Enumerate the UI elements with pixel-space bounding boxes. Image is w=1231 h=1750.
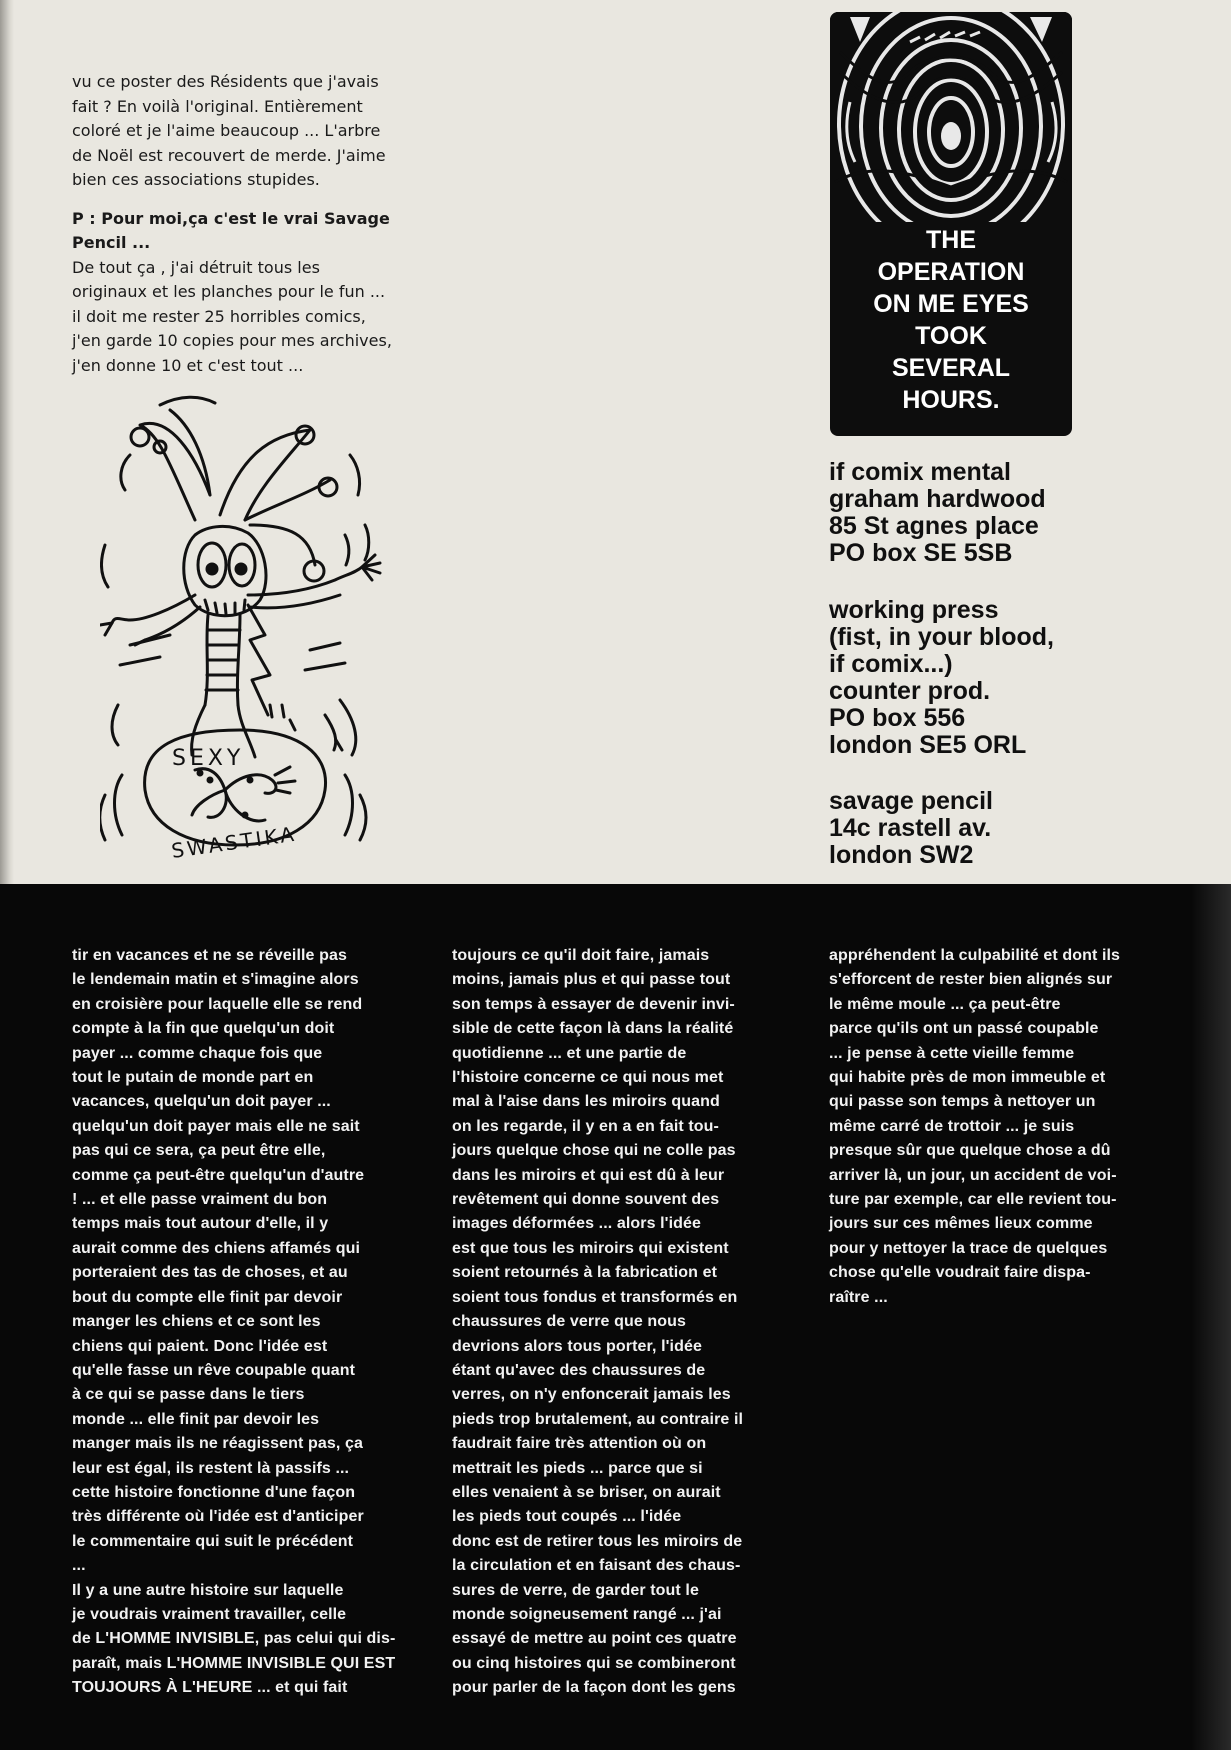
- column-line: soient retournés à la fabrication et: [452, 1264, 717, 1282]
- caption-line: SEVERAL: [891, 354, 1011, 382]
- address-line: 14c rastell av.: [829, 814, 992, 842]
- column-line: appréhendent la culpabilité et dont ils: [829, 947, 1121, 964]
- column-line: cette histoire fonctionne d'une façon: [72, 1483, 356, 1501]
- address-line: 85 St agnes place: [829, 512, 1039, 540]
- caption-line: TOOK: [915, 322, 987, 350]
- address-if-comix-mental: [829, 459, 1189, 567]
- caption-line: THE: [926, 226, 976, 254]
- caption-line: OPERATION: [877, 258, 1025, 286]
- column-line: à ce qui se passe dans le tiers: [72, 1386, 305, 1404]
- intro-line: vu ce poster des Résidents que j'avais: [72, 72, 379, 91]
- column-line: mettrait les pieds ... parce que si: [452, 1459, 703, 1477]
- column-line: on les regarde, il y en a en fait tou-: [452, 1117, 719, 1135]
- address-line: PO box SE 5SB: [829, 539, 1013, 567]
- intro-question: [72, 207, 432, 256]
- column-line: bout du compte elle finit par devoir: [72, 1288, 343, 1306]
- column-line: essayé de mettre au point ces quatre: [452, 1630, 737, 1648]
- column-line: paraît, mais L'HOMME INVISIBLE QUI EST: [72, 1654, 396, 1672]
- column-line: le lendemain matin et s'imagine alors: [72, 971, 359, 989]
- intro-line: il doit me rester 25 horribles comics,: [72, 306, 366, 326]
- column-line: elles venaient à se briser, on aurait: [452, 1483, 721, 1501]
- column-line: pieds trop brutalement, au contraire il: [452, 1410, 744, 1428]
- column-line: quotidienne ... et une partie de: [452, 1044, 687, 1062]
- intro-paragraph-1: [72, 70, 432, 193]
- column-line: chose qu'elle voudrait faire dispa-: [829, 1264, 1091, 1282]
- column-line: ou cinq histoires qui se combineront: [452, 1654, 736, 1672]
- column-line: mal à l'aise dans les miroirs quand: [452, 1093, 720, 1111]
- panel-edge-shading: [1191, 884, 1231, 1750]
- column-line: images déformées ... alors l'idée: [452, 1215, 701, 1233]
- column-line: monde soigneusement rangé ... j'ai: [452, 1605, 722, 1623]
- column-line: raître ...: [829, 1288, 888, 1306]
- globe-top-text: SEXY: [172, 746, 245, 771]
- column-line: tout le putain de monde part en: [72, 1069, 314, 1087]
- column-line: les pieds tout coupés ... l'idée: [452, 1508, 682, 1526]
- column-line: je voudrais vraiment travailler, celle: [72, 1605, 347, 1623]
- column-line: TOUJOURS À L'HEURE ... et qui fait: [72, 1679, 348, 1697]
- column-line: en croisière pour laquelle elle se rend: [72, 995, 363, 1013]
- column-line: soient tous fondus et transformés en: [452, 1288, 738, 1306]
- column-line: monde ... elle finit par devoir les: [72, 1410, 320, 1428]
- column-line: même carré de trottoir ... je suis: [829, 1117, 1075, 1135]
- column-line: chiens qui paient. Donc l'idée est: [72, 1337, 328, 1355]
- text-column-1: [72, 944, 422, 1701]
- column-line: l'histoire concerne ce qui nous met: [452, 1069, 724, 1087]
- address-line: counter prod.: [829, 677, 991, 705]
- intro-question-line: Pencil ...: [72, 233, 151, 252]
- column-line: est que tous les miroirs qui existent: [452, 1239, 729, 1257]
- address-line: PO box 556: [829, 704, 966, 732]
- column-line: sures de verre, de garder tout le: [452, 1581, 699, 1599]
- address-line: if comix mental: [829, 458, 1011, 486]
- column-line: comme ça peut-être quelqu'un d'autre: [72, 1166, 365, 1184]
- column-line: ! ... et elle passe vraiment du bon: [72, 1191, 328, 1209]
- intro-paragraph-2: [72, 256, 432, 379]
- column-line: s'efforcent de rester bien alignés sur: [829, 971, 1113, 989]
- column-line: dans les miroirs et qui est dû à leur: [452, 1166, 725, 1184]
- caption-line: ON ME EYES: [873, 290, 1029, 318]
- caption-line: HOURS.: [902, 386, 1000, 414]
- column-line: étant qu'avec des chaussures de: [452, 1361, 706, 1379]
- column-line: qui passe son temps à nettoyer un: [829, 1093, 1096, 1111]
- intro-line: De tout ça , j'ai détruit tous les: [72, 257, 320, 277]
- intro-line: j'en donne 10 et c'est tout ...: [72, 355, 304, 375]
- column-line: Il y a une autre histoire sur laquelle: [72, 1581, 344, 1599]
- address-line: (fist, in your blood,: [829, 623, 1054, 651]
- intro-line: j'en garde 10 copies pour mes archives,: [72, 331, 392, 350]
- column-line: la circulation et en faisant des chaus-: [452, 1557, 741, 1575]
- column-line: son temps à essayer de devenir invi-: [452, 995, 735, 1013]
- address-line: london SE5 ORL: [829, 731, 1027, 759]
- intro-line: de Noël est recouvert de merde. J'aime: [72, 145, 386, 165]
- column-line: aurait comme des chiens affamés qui: [72, 1239, 361, 1257]
- text-column-2: [452, 944, 802, 1701]
- column-line: le commentaire qui suit le précédent: [72, 1532, 354, 1550]
- column-line: faudrait faire très attention où on: [452, 1435, 707, 1453]
- column-line: leur est égal, ils restent là passifs ...: [72, 1459, 350, 1477]
- column-line: toujours ce qu'il doit faire, jamais: [452, 947, 710, 964]
- column-line: vacances, quelqu'un doit payer ...: [72, 1093, 331, 1111]
- globe-bottom-text: SWASTIKA: [169, 821, 299, 863]
- column-line: donc est de retirer tous les miroirs de: [452, 1532, 743, 1550]
- column-line: temps mais tout autour d'elle, il y: [72, 1215, 329, 1233]
- op-art-illustration: [830, 12, 1072, 436]
- column-line: quelqu'un doit payer mais elle ne sait: [72, 1117, 360, 1135]
- column-line: compte à la fin que quelqu'un doit: [72, 1020, 335, 1038]
- address-line: working press: [829, 596, 999, 624]
- jester-drawing: [100, 395, 430, 865]
- column-line: pas qui ce sera, ça peut être elle,: [72, 1142, 326, 1160]
- column-line: parce qu'ils ont un passé coupable: [829, 1020, 1099, 1038]
- column-line: très différente où l'idée est d'anticiper: [72, 1508, 364, 1526]
- column-line: jours sur ces mêmes lieux comme: [829, 1215, 1093, 1233]
- column-line: sible de cette façon là dans la réalité: [452, 1020, 734, 1038]
- op-art-caption: [830, 224, 1072, 416]
- column-line: revêtement qui donne souvent des: [452, 1191, 720, 1209]
- column-line: tir en vacances et ne se réveille pas: [72, 947, 347, 964]
- column-line: pour y nettoyer la trace de quelques: [829, 1239, 1108, 1257]
- column-line: payer ... comme chaque fois que: [72, 1044, 323, 1062]
- address-line: london SW2: [829, 841, 974, 869]
- column-line: de L'HOMME INVISIBLE, pas celui qui dis-: [72, 1630, 396, 1648]
- intro-line: bien ces associations stupides.: [72, 170, 320, 189]
- column-line: manger mais ils ne réagissent pas, ça: [72, 1435, 363, 1453]
- column-line: le même moule ... ça peut-être: [829, 995, 1061, 1013]
- column-line: chaussures de verre que nous: [452, 1313, 687, 1331]
- column-line: presque sûr que quelque chose a dû: [829, 1142, 1111, 1160]
- op-art-eye-graphic: [830, 12, 1072, 222]
- intro-line: coloré et je l'aime beaucoup ... L'arbre: [72, 121, 381, 140]
- address-line: graham hardwood: [829, 485, 1046, 513]
- column-line: jours quelque chose qui ne colle pas: [452, 1142, 736, 1160]
- column-line: ... je pense à cette vieille femme: [829, 1044, 1075, 1062]
- column-line: ture par exemple, car elle revient tou-: [829, 1191, 1117, 1209]
- address-working-press: [829, 597, 1189, 759]
- intro-text: [72, 70, 432, 392]
- column-line: moins, jamais plus et qui passe tout: [452, 971, 731, 989]
- column-line: devrions alors tous porter, l'idée: [452, 1337, 702, 1355]
- column-line: qu'elle fasse un rêve coupable quant: [72, 1361, 356, 1379]
- column-line: verres, on n'y enfoncerait jamais les: [452, 1386, 731, 1404]
- column-line: ...: [72, 1557, 86, 1575]
- intro-line: originaux et les planches pour le fun ...: [72, 282, 386, 301]
- column-line: arriver là, un jour, un accident de voi-: [829, 1166, 1117, 1184]
- column-line: manger les chiens et ce sont les: [72, 1313, 321, 1331]
- intro-question-line: P : Pour moi,ça c'est le vrai Savage: [72, 208, 390, 228]
- column-line: porteraient des tas de choses, et au: [72, 1264, 348, 1282]
- column-line: qui habite près de mon immeuble et: [829, 1069, 1106, 1087]
- column-line: pour parler de la façon dont les gens: [452, 1679, 736, 1697]
- intro-line: fait ? En voilà l'original. Entièrement: [72, 96, 363, 116]
- address-line: if comix...): [829, 650, 953, 678]
- text-column-3: [829, 944, 1179, 1310]
- address-savage-pencil: [829, 788, 1189, 869]
- address-line: savage pencil: [829, 787, 993, 815]
